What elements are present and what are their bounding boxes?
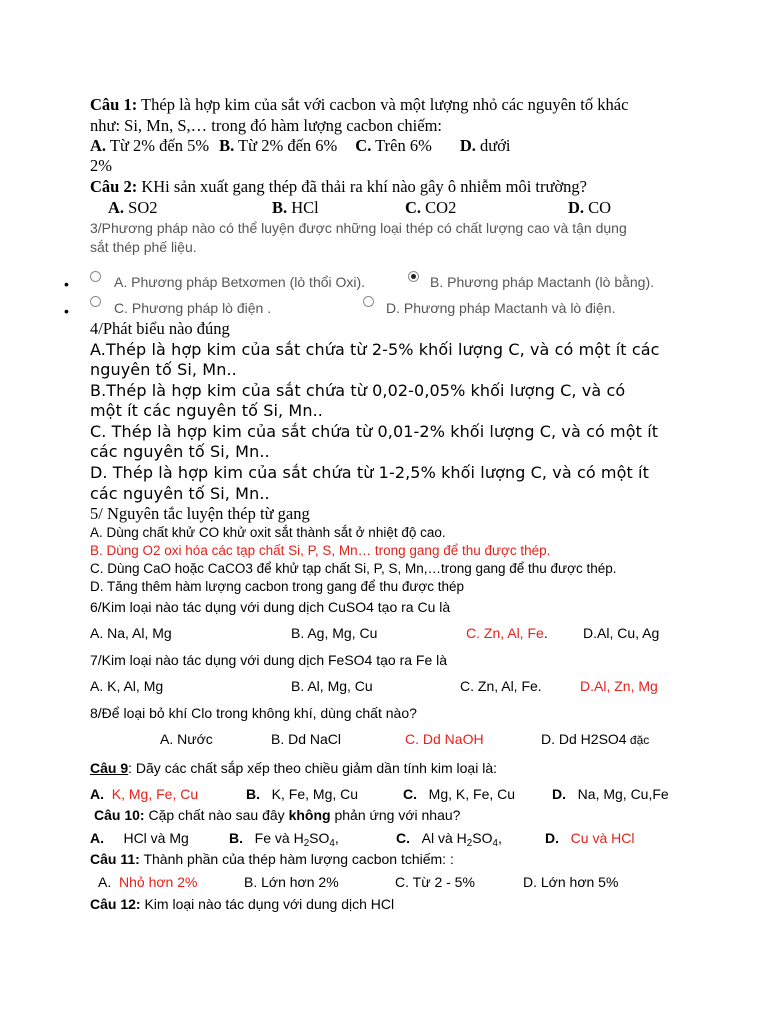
question-4-option-b: B.Thép là hợp kim của sắt chứa từ 0,02-0,05% khối lượng C, và có	[90, 381, 626, 400]
question-11: Câu 11: Thành phần của thép hàm lượng cacbon tchiếm: :	[90, 851, 454, 867]
question-2-option-c: C. CO2	[405, 198, 457, 217]
question-1-option-d-cont: 2%	[90, 156, 112, 175]
question-9-label: Câu 9	[90, 760, 129, 776]
question-9-text: : Dãy các chất sắp xếp theo chiều giảm dần tính kim loại là:	[128, 760, 497, 776]
question-4-option-c: C. Thép là hợp kim của sắt chứa từ 0,01-2% khối lượng C, và có một ít	[90, 422, 659, 441]
question-4-text: 4/Phát biểu nào đúng	[90, 319, 230, 338]
question-2	[90, 178, 587, 196]
question-2-text: KHi sản xuất gang thép đã thải ra khí nào gây ô nhiễm môi trường?	[137, 177, 587, 196]
question-6-option-b: B. Ag, Mg, Cu	[291, 625, 378, 641]
question-11-option-d: D. Lớn hơn 5%	[523, 874, 619, 890]
question-11-option-c: C. Từ 2 - 5%	[395, 874, 475, 890]
radio-icon-option-d[interactable]	[363, 296, 374, 307]
question-10-option-d-answer: D. Cu và HCl	[545, 830, 635, 846]
question-6-option-c-answer: C. Zn, Al, Fe.	[466, 625, 548, 641]
question-10-option-b: B. Fe và $H_2SO_4$,	[229, 830, 339, 849]
question-7-option-c: C. Zn, Al, Fe.	[460, 678, 542, 694]
question-9	[90, 761, 497, 776]
question-11-option-a-answer: A. Nhỏ hơn 2%	[98, 874, 198, 890]
question-1-text: Thép là hợp kim của sắt với cacbon và một lượng nhỏ các nguyên tố khác	[137, 95, 629, 114]
question-8-option-c-answer: C. Dd NaOH	[405, 731, 484, 747]
question-3-option-a: A. Phương pháp Betxơmen (lò thổi Oxi).	[114, 274, 366, 290]
question-7-text: 7/Kim loại nào tác dụng với dung dịch FeSO4 tạo ra Fe là	[90, 652, 448, 668]
question-9-option-d: D. Na, Mg, Cu,Fe	[552, 786, 669, 802]
radio-icon-option-a[interactable]	[90, 271, 101, 282]
question-5-option-d: D. Tăng thêm hàm lượng cacbon trong gang để thu được thép	[90, 579, 465, 594]
question-10-label: Câu 10:	[94, 807, 145, 823]
question-7-option-b: B. Al, Mg, Cu	[291, 678, 373, 694]
question-10-option-a: A. HCl và Mg	[90, 830, 189, 846]
question-5-option-a: A. Dùng chất khử CO khử oxit sắt thành sắt ở nhiệt độ cao.	[90, 525, 446, 540]
question-3-option-d: D. Phương pháp Mactanh và lò điện.	[386, 300, 616, 316]
radio-icon-option-b-selected[interactable]	[408, 271, 419, 282]
question-9-option-a-answer: A. K, Mg, Fe, Cu	[90, 786, 199, 802]
option-c: C. Trên 6%	[355, 136, 432, 155]
question-9-option-c: C. Mg, K, Fe, Cu	[403, 786, 516, 802]
question-3-option-c: C. Phương pháp lò điện .	[114, 300, 272, 316]
question-8-option-a: A. Nước	[160, 731, 213, 747]
question-4-option-b-cont: một ít các nguyên tố Si, Mn..	[90, 401, 323, 420]
question-4-option-a: A.Thép là hợp kim của sắt chứa từ 2-5% khối lượng C, và có một ít các	[90, 340, 660, 359]
question-3-text: 3/Phương pháp nào có thể luyện được những loại thép có chất lượng cao và tận dụng	[90, 220, 627, 236]
question-2-option-d: D. CO	[568, 198, 612, 217]
question-3-text-cont: sắt thép phế liệu.	[90, 239, 197, 255]
question-4-option-a-cont: nguyên tố Si, Mn..	[90, 360, 237, 379]
bullet-icon: •	[64, 303, 69, 319]
question-8-option-d: D. Dd H2SO4 đặc	[541, 731, 650, 747]
question-11-option-b: B. Lớn hơn 2%	[244, 874, 339, 890]
question-4-option-d: D. Thép là hợp kim của sắt chứa từ 1-2,5% khối lượng C, và có một ít	[90, 463, 649, 482]
question-5-option-c: C. Dùng CaO hoặc CaCO3 để khử tạp chất Si, P, S, Mn,…trong gang để thu được thép.	[90, 561, 617, 576]
question-1-label: Câu 1:	[90, 95, 138, 114]
question-2-option-a: A. SO2	[108, 198, 158, 217]
option-a: A. Từ 2% đến 5%	[90, 136, 210, 155]
question-2-option-b: B. HCl	[272, 198, 319, 217]
question-11-label: Câu 11:	[90, 851, 140, 867]
option-d: D. dưới	[459, 136, 511, 155]
question-6-text: 6/Kim loại nào tác dụng với dung dịch CuSO4 tạo ra Cu là	[90, 599, 451, 615]
bullet-icon: •	[64, 276, 69, 292]
question-10: Câu 10: Cặp chất nào sau đây không phản ứng với nhau?	[94, 807, 461, 823]
question-4-option-c-cont: các nguyên tố Si, Mn..	[90, 442, 270, 461]
question-10-option-c: C. Al và $H_2SO_4$,	[396, 830, 502, 849]
question-1-text-cont: như: Si, Mn, S,… trong đó hàm lượng cacbon chiếm:	[90, 116, 442, 135]
question-1	[90, 96, 628, 114]
question-12: Câu 12: Kim loại nào tác dụng với dung dịch HCl	[90, 896, 395, 912]
question-4-option-d-cont: các nguyên tố Si, Mn..	[90, 484, 270, 503]
question-2-label: Câu 2:	[90, 177, 138, 196]
question-12-label: Câu 12:	[90, 896, 141, 912]
question-8-text: 8/Để loại bỏ khí Clo trong không khí, dùng chất nào?	[90, 705, 417, 721]
option-b: B. Từ 2% đến 6%	[219, 136, 338, 155]
question-6-option-a: A. Na, Al, Mg	[90, 625, 172, 641]
radio-icon-option-c[interactable]	[90, 296, 101, 307]
question-8-option-b: B. Dd NaCl	[271, 731, 342, 747]
question-5-text: 5/ Nguyên tắc luyện thép từ gang	[90, 504, 310, 523]
question-3-option-b: B. Phương pháp Mactanh (lò bằng).	[430, 274, 655, 290]
question-7-option-d-answer: D.Al, Zn, Mg	[580, 678, 658, 694]
question-6-option-d: D.Al, Cu, Ag	[583, 625, 660, 641]
question-1-options	[90, 137, 511, 155]
question-7-option-a: A. K, Al, Mg	[90, 678, 164, 694]
question-5-option-b-answer: B. Dùng O2 oxi hóa các tạp chất Si, P, S, Mn… trong gang để thu được thép.	[90, 543, 551, 558]
question-9-option-b: B. K, Fe, Mg, Cu	[246, 786, 359, 802]
